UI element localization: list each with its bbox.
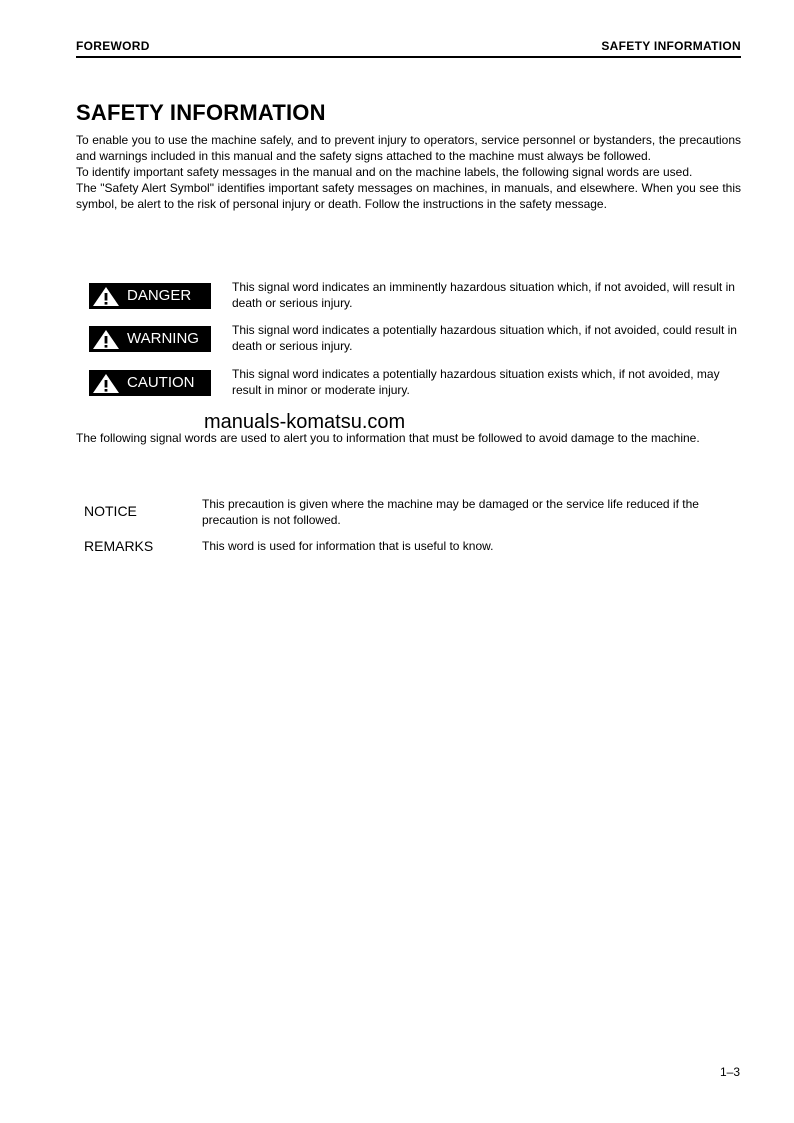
remarks-label: REMARKS bbox=[84, 538, 154, 554]
intro-paragraph-1: To enable you to use the machine safely, and to prevent injury to operators, service personnel or bystanders, the precautions and warnings included in this manual and the safety signs attached to the machine must always be followed. bbox=[76, 133, 741, 163]
page-title: SAFETY INFORMATION bbox=[76, 100, 326, 125]
page-number: 1–3 bbox=[719, 1065, 740, 1079]
safety-alert-triangle-icon bbox=[92, 286, 120, 307]
damage-notice-paragraph: The following signal words are used to alert you to information that must be followed to avoid damage to the machine. bbox=[76, 431, 700, 445]
danger-signal-label bbox=[89, 283, 211, 309]
signal-description: This signal word indicates a potentially hazardous situation which, if not avoided, could result in death or serious injury. bbox=[232, 323, 737, 353]
signal-word: WARNING bbox=[127, 330, 199, 347]
remarks-description: This word is used for information that is useful to know. bbox=[202, 539, 494, 553]
safety-alert-triangle-icon bbox=[92, 373, 120, 394]
signal-row-warning bbox=[89, 322, 741, 356]
intro-paragraph-2: To identify important safety messages in the manual and on the machine labels, the following signal words are used. bbox=[76, 165, 693, 179]
header-section-label: FOREWORD bbox=[76, 39, 150, 53]
safety-alert-triangle-icon bbox=[92, 329, 120, 350]
signal-word: CAUTION bbox=[127, 374, 195, 391]
intro-text bbox=[76, 132, 741, 212]
signal-description: This signal word indicates an imminently hazardous situation which, if not avoided, will result in death or serious injury. bbox=[232, 280, 735, 310]
caution-signal-label bbox=[89, 370, 211, 396]
signal-word: DANGER bbox=[127, 287, 192, 304]
signal-row-caution bbox=[89, 366, 741, 400]
header-chapter-label: SAFETY INFORMATION bbox=[601, 39, 741, 53]
notice-label: NOTICE bbox=[84, 503, 137, 519]
notice-description: This precaution is given where the machine may be damaged or the service life reduced if the precaution is not followed. bbox=[202, 497, 699, 527]
signal-description: This signal word indicates a potentially hazardous situation exists which, if not avoided, may result in minor or moderate injury. bbox=[232, 367, 720, 397]
warning-signal-label bbox=[89, 326, 211, 352]
intro-paragraph-3: The "Safety Alert Symbol" identifies important safety messages on machines, in manuals, and elsewhere. When you see this symbol, be alert to the risk of personal injury or death. Follow the instructions in the safety message. bbox=[76, 181, 741, 211]
page-header bbox=[76, 38, 741, 58]
watermark: manuals-komatsu.com bbox=[204, 411, 406, 433]
signal-row-danger bbox=[89, 279, 741, 313]
